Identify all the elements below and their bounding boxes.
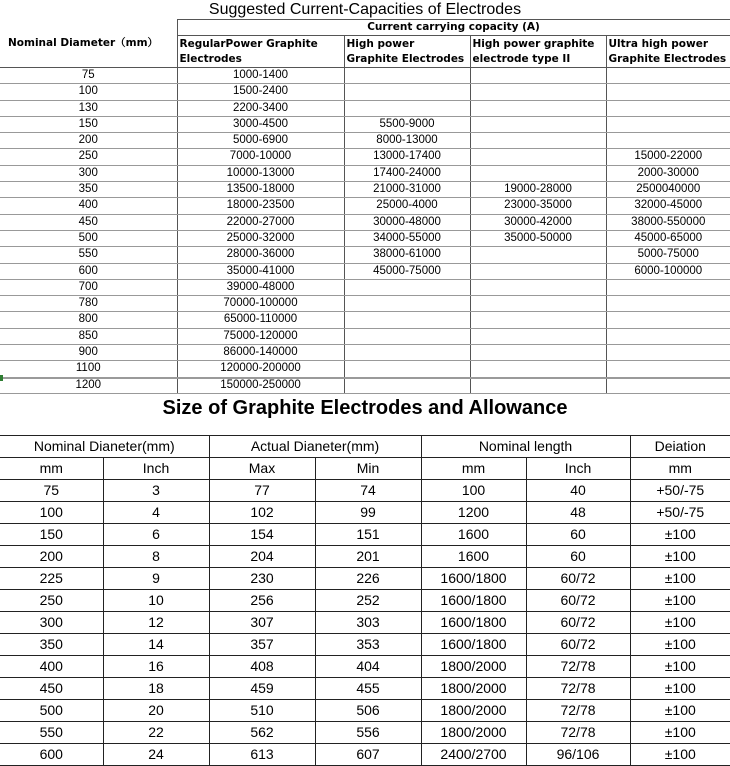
- table-cell: [606, 100, 730, 116]
- table-cell: 1600/1800: [421, 568, 526, 590]
- table-row: [0, 568, 730, 590]
- table-row: [0, 722, 730, 744]
- table-cell: 7000-10000: [177, 149, 344, 165]
- table-cell: 75: [0, 480, 103, 502]
- table-cell: [344, 328, 470, 344]
- table-cell: 25000-4000: [344, 198, 470, 214]
- table-cell: 1800/2000: [421, 656, 526, 678]
- table-row: [0, 149, 730, 165]
- table-cell: 256: [209, 590, 315, 612]
- table-cell: [344, 84, 470, 100]
- table-cell: [470, 165, 606, 181]
- table-cell: 60/72: [526, 568, 630, 590]
- table-cell: 25000-32000: [177, 230, 344, 246]
- size-table-body: [0, 480, 730, 766]
- table-cell: 60/72: [526, 634, 630, 656]
- table-cell: 2500040000: [606, 182, 730, 198]
- table-cell: 3000-4500: [177, 116, 344, 132]
- table-cell: [606, 116, 730, 132]
- table-cell: 60/72: [526, 590, 630, 612]
- table-row: [0, 296, 730, 312]
- table-cell: 400: [0, 656, 103, 678]
- table-cell: 13000-17400: [344, 149, 470, 165]
- table-cell: 150: [0, 116, 177, 132]
- table-cell: 506: [315, 700, 421, 722]
- table-cell: [470, 377, 606, 393]
- table-row: [0, 656, 730, 678]
- table-cell: 17400-24000: [344, 165, 470, 181]
- capacity-group-header: Current carrying copacity (A): [177, 20, 730, 36]
- table-cell: 1600/1800: [421, 634, 526, 656]
- col-header-ultra-high-power: Ultra high power Graphite Electrodes: [606, 36, 730, 68]
- table-row: [0, 198, 730, 214]
- table-cell: 1600: [421, 546, 526, 568]
- table-cell: 60/72: [526, 612, 630, 634]
- table-row: [0, 328, 730, 344]
- table-cell: 5000-75000: [606, 247, 730, 263]
- table-cell: 4: [103, 502, 209, 524]
- table-cell: 550: [0, 722, 103, 744]
- table-cell: [606, 377, 730, 393]
- size-allowance-table: [0, 435, 730, 766]
- table-cell: 2400/2700: [421, 744, 526, 766]
- table-cell: [470, 312, 606, 328]
- table-cell: 100: [0, 502, 103, 524]
- table-cell: [470, 345, 606, 361]
- table-row: [0, 377, 730, 393]
- table-cell: [344, 377, 470, 393]
- table-cell: [470, 116, 606, 132]
- table-cell: 307: [209, 612, 315, 634]
- table-cell: 550: [0, 247, 177, 263]
- table-cell: 23000-35000: [470, 198, 606, 214]
- table-cell: 1600/1800: [421, 612, 526, 634]
- table-cell: 1800/2000: [421, 678, 526, 700]
- section-divider: [0, 377, 730, 379]
- size-table-title: Size of Graphite Electrodes and Allowance: [162, 397, 568, 419]
- sub-header-max: Max: [209, 458, 315, 480]
- table-cell: 12: [103, 612, 209, 634]
- table-cell: 1100: [0, 361, 177, 377]
- table-cell: ±100: [630, 744, 730, 766]
- table-cell: 455: [315, 678, 421, 700]
- table-cell: 38000-550000: [606, 214, 730, 230]
- table-cell: [470, 263, 606, 279]
- table-cell: 72/78: [526, 722, 630, 744]
- table-row: [0, 744, 730, 766]
- table-cell: 5500-9000: [344, 116, 470, 132]
- table-cell: 6: [103, 524, 209, 546]
- table-row: [0, 634, 730, 656]
- divider-marker: [0, 375, 3, 381]
- table-cell: 77: [209, 480, 315, 502]
- table-cell: 230: [209, 568, 315, 590]
- table-cell: 600: [0, 263, 177, 279]
- table-cell: 780: [0, 296, 177, 312]
- table-cell: ±100: [630, 700, 730, 722]
- table-row: [0, 546, 730, 568]
- table-cell: 350: [0, 182, 177, 198]
- table-cell: ±100: [630, 612, 730, 634]
- table-cell: 252: [315, 590, 421, 612]
- table-cell: [470, 279, 606, 295]
- table-cell: [470, 84, 606, 100]
- table-cell: 350: [0, 634, 103, 656]
- capacity-table: [0, 19, 730, 394]
- table-row: [0, 524, 730, 546]
- table-cell: 32000-45000: [606, 198, 730, 214]
- table-cell: ±100: [630, 524, 730, 546]
- table-cell: 20: [103, 700, 209, 722]
- table-cell: 13500-18000: [177, 182, 344, 198]
- table-cell: [470, 133, 606, 149]
- group-header-nominal-length: Nominal length: [421, 436, 630, 458]
- table-cell: 96/106: [526, 744, 630, 766]
- group-header-actual-diameter: Actual Dianeter(mm): [209, 436, 421, 458]
- table-cell: 39000-48000: [177, 279, 344, 295]
- table-cell: 86000-140000: [177, 345, 344, 361]
- table-cell: 9: [103, 568, 209, 590]
- table-cell: 100: [421, 480, 526, 502]
- size-sub-header-row: [0, 458, 730, 480]
- table-cell: 1200: [0, 377, 177, 393]
- table-cell: 28000-36000: [177, 247, 344, 263]
- table-row: [0, 263, 730, 279]
- table-cell: 40: [526, 480, 630, 502]
- table-cell: 6000-100000: [606, 263, 730, 279]
- table-cell: 404: [315, 656, 421, 678]
- table-cell: 45000-65000: [606, 230, 730, 246]
- table-cell: [470, 100, 606, 116]
- table-row: [0, 182, 730, 198]
- table-row: [0, 612, 730, 634]
- table-row: [0, 345, 730, 361]
- table-cell: 75: [0, 68, 177, 84]
- sub-header-min: Min: [315, 458, 421, 480]
- table-cell: 500: [0, 230, 177, 246]
- table-cell: 21000-31000: [344, 182, 470, 198]
- table-cell: 10000-13000: [177, 165, 344, 181]
- table-cell: 201: [315, 546, 421, 568]
- table-cell: [344, 68, 470, 84]
- table-cell: 22000-27000: [177, 214, 344, 230]
- table-cell: 45000-75000: [344, 263, 470, 279]
- table-cell: 100: [0, 84, 177, 100]
- table-cell: 150000-250000: [177, 377, 344, 393]
- table-cell: 2200-3400: [177, 100, 344, 116]
- table-cell: 10: [103, 590, 209, 612]
- table-cell: [344, 312, 470, 328]
- table-cell: [606, 361, 730, 377]
- table-cell: 450: [0, 214, 177, 230]
- capacity-table-title: Suggested Current-Capacities of Electrodes: [208, 1, 522, 18]
- table-cell: ±100: [630, 546, 730, 568]
- table-cell: [470, 361, 606, 377]
- table-cell: 30000-48000: [344, 214, 470, 230]
- table-cell: ±100: [630, 590, 730, 612]
- table-row: [0, 84, 730, 100]
- table-cell: ±100: [630, 634, 730, 656]
- sub-header-length-mm: mm: [421, 458, 526, 480]
- table-cell: 8000-13000: [344, 133, 470, 149]
- table-cell: [344, 361, 470, 377]
- table-cell: 1600: [421, 524, 526, 546]
- table-cell: 120000-200000: [177, 361, 344, 377]
- table-cell: 600: [0, 744, 103, 766]
- table-cell: 510: [209, 700, 315, 722]
- table-cell: [606, 296, 730, 312]
- table-cell: [606, 133, 730, 149]
- table-cell: 200: [0, 546, 103, 568]
- table-cell: 1500-2400: [177, 84, 344, 100]
- table-cell: 850: [0, 328, 177, 344]
- table-cell: 1800/2000: [421, 700, 526, 722]
- table-row: [0, 480, 730, 502]
- table-cell: 1600/1800: [421, 590, 526, 612]
- table-cell: 300: [0, 612, 103, 634]
- table-cell: 613: [209, 744, 315, 766]
- table-cell: [606, 345, 730, 361]
- group-header-deviation: Deiation: [630, 436, 730, 458]
- table-cell: 225: [0, 568, 103, 590]
- table-cell: 60: [526, 524, 630, 546]
- table-cell: 450: [0, 678, 103, 700]
- table-cell: 72/78: [526, 656, 630, 678]
- table-cell: 300: [0, 165, 177, 181]
- table-cell: 357: [209, 634, 315, 656]
- table-cell: 30000-42000: [470, 214, 606, 230]
- table-cell: 8: [103, 546, 209, 568]
- table-row: [0, 247, 730, 263]
- table-cell: 75000-120000: [177, 328, 344, 344]
- group-header-nominal-diameter: Nominal Dianeter(mm): [0, 436, 209, 458]
- table-cell: 400: [0, 198, 177, 214]
- table-cell: 72/78: [526, 678, 630, 700]
- table-row: [0, 230, 730, 246]
- table-cell: 102: [209, 502, 315, 524]
- table-cell: [470, 149, 606, 165]
- table-row: [0, 700, 730, 722]
- table-row: [0, 116, 730, 132]
- table-cell: 500: [0, 700, 103, 722]
- table-cell: 16: [103, 656, 209, 678]
- table-cell: [606, 68, 730, 84]
- table-row: [0, 214, 730, 230]
- table-cell: 18: [103, 678, 209, 700]
- table-cell: 18000-23500: [177, 198, 344, 214]
- sub-header-length-inch: Inch: [526, 458, 630, 480]
- table-cell: 408: [209, 656, 315, 678]
- table-cell: 607: [315, 744, 421, 766]
- table-cell: 3: [103, 480, 209, 502]
- table-row: [0, 678, 730, 700]
- table-cell: 800: [0, 312, 177, 328]
- table-cell: 556: [315, 722, 421, 744]
- table-cell: [470, 328, 606, 344]
- table-cell: 48: [526, 502, 630, 524]
- table-cell: [344, 279, 470, 295]
- table-cell: 151: [315, 524, 421, 546]
- col-header-high-power-type-2: High power graphite electrode type II: [470, 36, 606, 68]
- table-cell: 24: [103, 744, 209, 766]
- table-cell: ±100: [630, 722, 730, 744]
- table-cell: [344, 296, 470, 312]
- table-cell: 226: [315, 568, 421, 590]
- table-row: [0, 312, 730, 328]
- col-header-high-power: High power Graphite Electrodes: [344, 36, 470, 68]
- table-cell: 35000-41000: [177, 263, 344, 279]
- table-cell: 900: [0, 345, 177, 361]
- table-cell: 99: [315, 502, 421, 524]
- col-header-regular-power: RegularPower Graphite Electrodes: [177, 36, 344, 68]
- table-cell: [606, 279, 730, 295]
- table-cell: 5000-6900: [177, 133, 344, 149]
- table-cell: +50/-75: [630, 502, 730, 524]
- table-cell: 22: [103, 722, 209, 744]
- table-cell: [606, 84, 730, 100]
- table-row: [0, 279, 730, 295]
- table-cell: 1000-1400: [177, 68, 344, 84]
- table-cell: 60: [526, 546, 630, 568]
- table-cell: [344, 345, 470, 361]
- table-cell: 15000-22000: [606, 149, 730, 165]
- table-cell: 14: [103, 634, 209, 656]
- table-cell: 74: [315, 480, 421, 502]
- table-cell: ±100: [630, 678, 730, 700]
- table-cell: 250: [0, 149, 177, 165]
- table-cell: +50/-75: [630, 480, 730, 502]
- table-cell: [606, 328, 730, 344]
- table-cell: 154: [209, 524, 315, 546]
- table-cell: 65000-110000: [177, 312, 344, 328]
- capacity-header-row: [0, 20, 730, 36]
- sub-header-inch: Inch: [103, 458, 209, 480]
- table-row: [0, 133, 730, 149]
- table-cell: 2000-30000: [606, 165, 730, 181]
- table-cell: [470, 68, 606, 84]
- table-row: [0, 100, 730, 116]
- table-row: [0, 165, 730, 181]
- table-cell: 204: [209, 546, 315, 568]
- table-cell: 303: [315, 612, 421, 634]
- table-cell: 353: [315, 634, 421, 656]
- table-cell: 250: [0, 590, 103, 612]
- table-cell: 562: [209, 722, 315, 744]
- sub-header-mm: mm: [0, 458, 103, 480]
- table-cell: 34000-55000: [344, 230, 470, 246]
- table-cell: 72/78: [526, 700, 630, 722]
- table-cell: 70000-100000: [177, 296, 344, 312]
- table-row: [0, 361, 730, 377]
- table-cell: 150: [0, 524, 103, 546]
- table-cell: 459: [209, 678, 315, 700]
- capacity-table-body: [0, 68, 730, 394]
- table-cell: ±100: [630, 656, 730, 678]
- table-cell: [606, 312, 730, 328]
- size-group-header-row: [0, 436, 730, 458]
- nominal-diameter-header: Nominal Diameter（mm）: [8, 36, 159, 49]
- sub-header-deviation-mm: mm: [630, 458, 730, 480]
- table-cell: 1200: [421, 502, 526, 524]
- table-cell: 38000-61000: [344, 247, 470, 263]
- table-cell: [344, 100, 470, 116]
- table-cell: 35000-50000: [470, 230, 606, 246]
- table-row: [0, 590, 730, 612]
- table-row: [0, 68, 730, 84]
- table-cell: ±100: [630, 568, 730, 590]
- table-row: [0, 502, 730, 524]
- table-cell: 200: [0, 133, 177, 149]
- table-cell: 19000-28000: [470, 182, 606, 198]
- table-cell: [470, 247, 606, 263]
- table-cell: [470, 296, 606, 312]
- table-cell: 130: [0, 100, 177, 116]
- table-cell: 700: [0, 279, 177, 295]
- table-cell: 1800/2000: [421, 722, 526, 744]
